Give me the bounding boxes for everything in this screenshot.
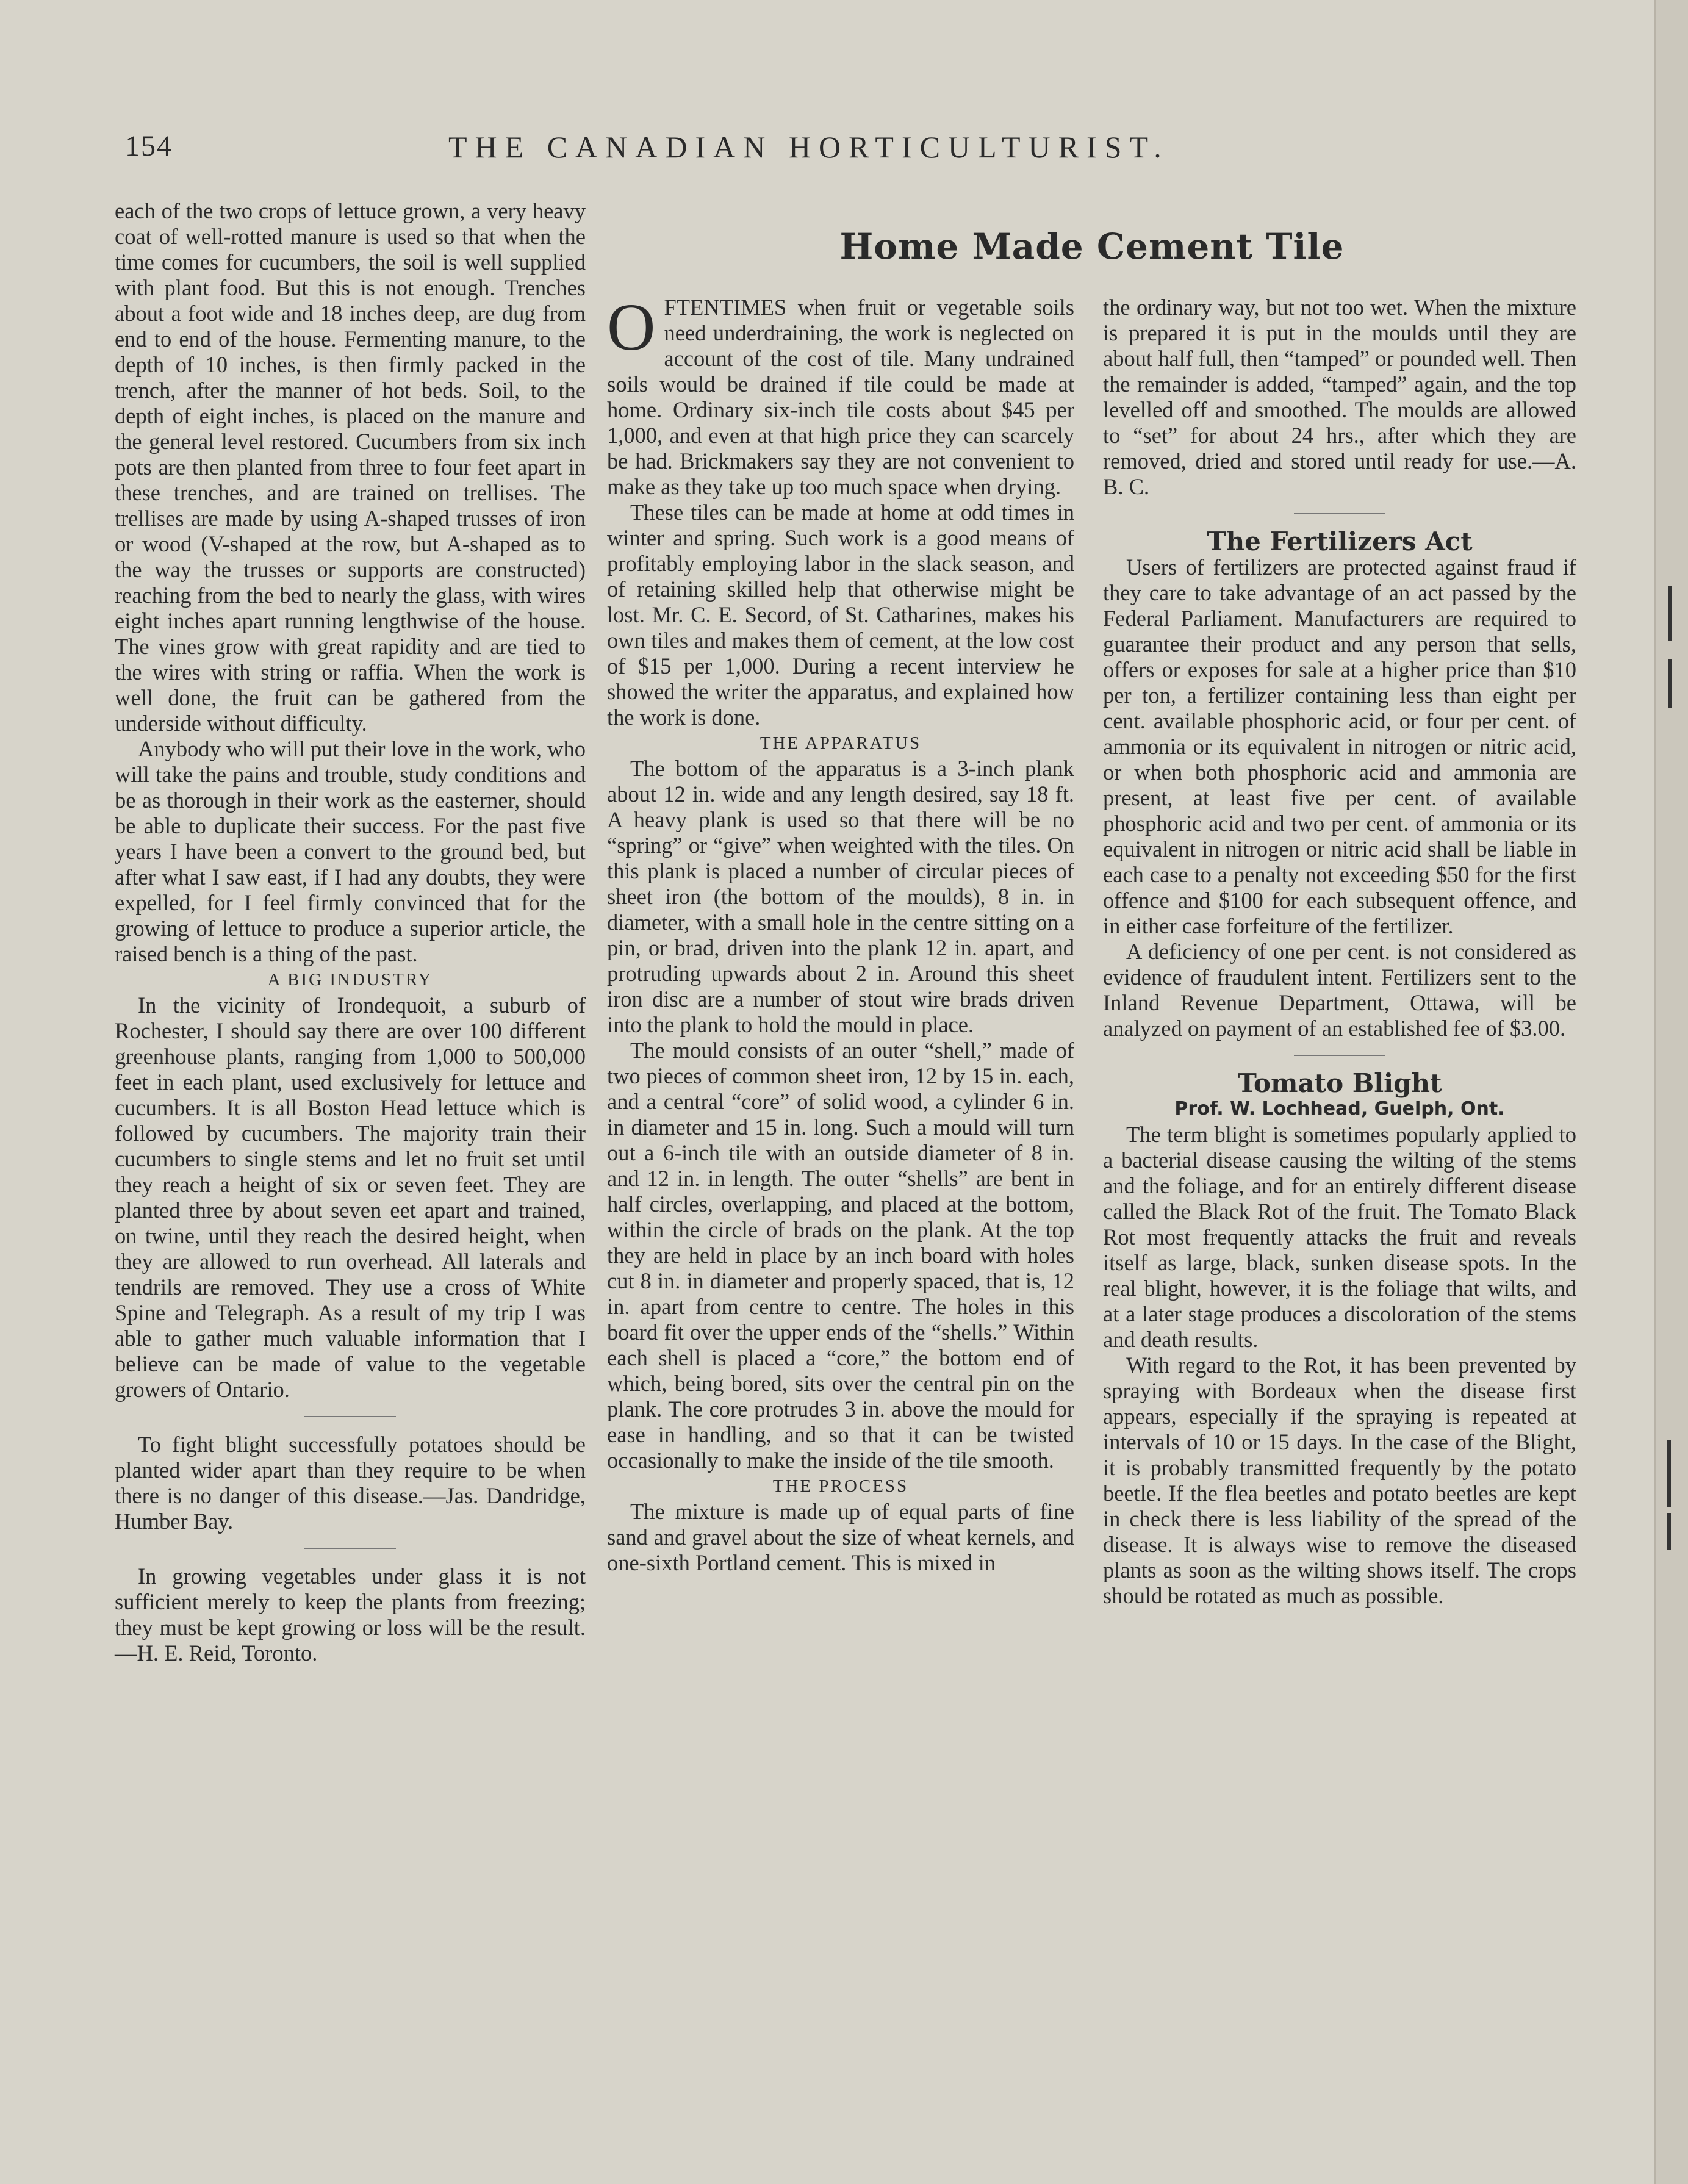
page-edge xyxy=(1654,0,1688,2184)
page-number: 154 xyxy=(125,130,173,162)
divider xyxy=(304,1548,396,1549)
divider xyxy=(1294,513,1385,514)
body-paragraph: Anybody who will put their love in the work, who will take the pains and trouble, study conditions and be as thorough in their work as the easterner, should be able to duplicate their success. For the past five years I have been a convert to the ground bed, but after what I saw east, if I had any doubts, they were expelled, for I feel firmly convinced that for the growing of lettuce to produce a superior article, the raised bench is a thing of the past. xyxy=(115,736,586,966)
body-paragraph: The mixture is made up of equal parts of fine sand and gravel about the size of wheat kernels, and one-sixth Portland cement. This is mixed in xyxy=(607,1499,1074,1575)
column-right xyxy=(1103,295,1576,1609)
body-paragraph: A deficiency of one per cent. is not considered as evidence of fraudulent intent. Fertilizers sent to the Inland Revenue Department, Ottawa, will be analyzed on payment of an established fee of $3.00. xyxy=(1103,939,1576,1041)
body-paragraph: These tiles can be made at home at odd times in winter and spring. Such work is a good means of profitably employing labor in the slack season, and of retaining skilled help that otherwise might be lost. Mr. C. E. Secord, of St. Catharines, makes his own tiles and makes them of cement, at the low cost of $15 per 1,000. During a recent interview he showed the writer the apparatus, and explained how the work is done. xyxy=(607,500,1074,730)
scan-mark xyxy=(1667,1440,1671,1507)
body-paragraph: The term blight is sometimes popularly applied to a bacterial disease causing the wilting of the stems and the foliage, and for an entirely different disease called the Black Rot of the fruit. The Tomato Black Rot most frequently attacks the fruit and reveals itself as large, black, sunken disease spots. In the real blight, however, it is the foliage that wilts, and at a later stage produces a discoloration of the stems and death results. xyxy=(1103,1122,1576,1352)
section-subhead: A BIG INDUSTRY xyxy=(267,970,433,990)
column-left xyxy=(115,198,586,1666)
body-paragraph: The bottom of the apparatus is a 3-inch plank about 12 in. wide and any length desired, say 18 ft. A heavy plank is used so that there will be no “spring” or “give” when weighted with the tiles. On this plank is placed a number of circular pieces of sheet iron (the bottom of the moulds), 8 in. in diameter, with a small hole in the centre sitting on a pin, or brad, driven into the plank 12 in. apart, and protruding upwards about 2 in. Around this sheet iron disc are a number of stout wire brads driven into the plank to hold the mould in place. xyxy=(607,756,1074,1037)
intro-text: FTENTIMES when fruit or vegetable soils need underdraining, the work is neglected on account of the cost of tile. Many undrained soils would be drained if tile could be made at home. Ordinary six-inch tile costs about $45 per 1,000, and even at that high price they can scarcely be had. Brickmakers say they are not convenient to make as they take up too much space when drying. xyxy=(607,295,1074,499)
article-title: Tomato Blight xyxy=(1237,1068,1442,1098)
body-paragraph: With regard to the Rot, it has been prevented by spraying with Bordeaux when the disease first appears, especially if the spraying is repeated at intervals of 10 or 15 days. In the case of the Blight, it is probably transmitted frequently by the potato beetle. If the flea beetles and potato beetles are kept in check there is less liability of the spread of the disease. It is always wise to remove the diseased plants as soon as the wilting shows itself. The crops should be rotated as much as possible. xyxy=(1103,1352,1576,1608)
drop-cap: O xyxy=(607,290,656,364)
section-subhead: THE PROCESS xyxy=(772,1476,909,1496)
body-paragraph: Users of fertilizers are protected against fraud if they care to take advantage of an act passed by the Federal Parliament. Manufacturers are required to guarantee their product and any person that sells, offers or exposes for sale at a higher price than $10 per ton, a fertilizer containing less than eight per cent. available phosphoric acid, or four per cent. of ammonia or its equivalent in nitrogen or nitric acid, or when both phosphoric acid and ammonia are present, at least five per cent. of available phosphoric acid and two per cent. of ammonia or its equivalent in nitrogen or nitric acid shall be liable in each case to a penalty not exceeding $50 for the first offence and $100 for each subsequent offence, and in either case forfeiture of the fertilizer. xyxy=(1103,555,1576,938)
body-paragraph: the ordinary way, but not too wet. When the mixture is prepared it is put in the moulds until they are about half full, then “tamped” or pounded well. Then the remainder is added, “tamped” again, and the top levelled off and smoothed. The moulds are allowed to “set” for about 24 hrs., after which they are removed, dried and stored until ready for use.—A. B. C. xyxy=(1103,295,1576,499)
article-title: The Fertilizers Act xyxy=(1207,526,1473,556)
byline: Prof. W. Lochhead, Guelph, Ont. xyxy=(1174,1098,1505,1119)
scan-mark xyxy=(1668,659,1672,708)
body-paragraph: In the vicinity of Irondequoit, a suburb of Rochester, I should say there are over 100 different greenhouse plants, ranging from 1,000 to 500,000 feet in each plant, used exclusively for lettuce and cucumbers. It is all Boston Head lettuce which is followed by cucumbers. The majority train their cucumbers to single stems and let no fruit set until they reach a height of six or seven feet. They are planted three by about seven eet apart and trained, on twine, until they reach the desired height, when they are allowed to run overhead. All laterals and tendrils are removed. They use a cross of White Spine and Telegraph. As a result of my trip I was able to gather much valuable information that I believe can be made of value to the vegetable growers of Ontario. xyxy=(115,993,586,1402)
body-paragraph: each of the two crops of lettuce grown, a very heavy coat of well-rotted manure is used so that when the time comes for cucumbers, the soil is well supplied with plant food. But this is not enough. Trenches about a foot wide and 18 inches deep, are dug from end to end of the house. Fermenting manure, to the depth of 10 inches, is then firmly packed in the trench, after the manner of hot beds. Soil, to the depth of eight inches, is placed on the manure and the general level restored. Cucumbers from six inch pots are then planted from three to four feet apart in these trenches, and are trained on trellises. The trellises are made by using A-shaped trusses of iron or wood (V-shaped at the row, but A-shaped as to the way the trusses or supports are constructed) reaching from the bed to nearly the glass, with wires eight inches apart running lengthwise of the house. The vines grow with great rapidity and are tied to the wires with string or raffia. When the work is well done, the fruit can be gathered from the underside without difficulty. xyxy=(115,198,586,736)
scan-mark xyxy=(1668,586,1672,641)
page-header xyxy=(125,129,1272,172)
article-title: Home Made Cement Tile xyxy=(839,226,1345,267)
intro-paragraph xyxy=(607,290,1074,500)
scan-mark xyxy=(1667,1513,1671,1550)
divider xyxy=(1294,1055,1385,1056)
note-paragraph: In growing vegetables under glass it is not sufficient merely to keep the plants from freezing; they must be kept growing or loss will be the result.—H. E. Reid, Toronto. xyxy=(115,1564,586,1665)
journal-title: THE CANADIAN HORTICULTURIST. xyxy=(448,130,1169,164)
column-middle xyxy=(607,290,1074,1576)
divider xyxy=(304,1416,396,1417)
note-paragraph: To fight blight successfully potatoes should be planted wider apart than they require to be when there is no danger of this disease.—Jas. Dandridge, Humber Bay. xyxy=(115,1432,586,1534)
body-paragraph: The mould consists of an outer “shell,” made of two pieces of common sheet iron, 12 by 15 in. each, and a central “core” of solid wood, a cylinder 6 in. in diameter and 15 in. long. Such a mould will turn out a 6-inch tile with an outside diameter of 8 in. and 12 in. in length. The outer “shells” are bent in half circles, overlapping, and placed at the bottom, within the circle of brads on the plank. At the top they are held in place by an inch board with holes cut 8 in. in diameter and properly spaced, that is, 12 in. apart from centre to centre. The holes in this board fit over the upper ends of the “shells.” Within each shell is placed a “core,” the bottom end of which, being bored, sits over the central pin on the plank. The core protrudes 3 in. above the mould for ease in handling, and so that it can be twisted occasionally to make the inside of the tile smooth. xyxy=(607,1038,1074,1473)
section-subhead: THE APPARATUS xyxy=(760,733,922,753)
